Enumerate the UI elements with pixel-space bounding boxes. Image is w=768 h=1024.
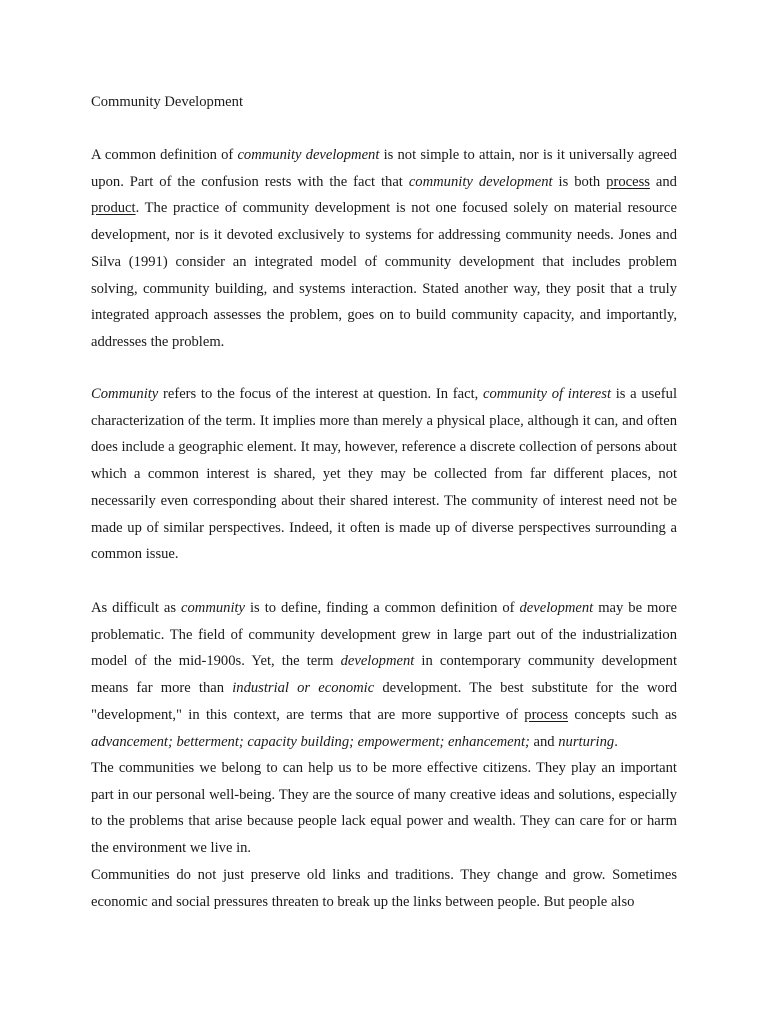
- text-run: .: [614, 733, 618, 750]
- text-run: As difficult as: [91, 600, 181, 616]
- italic-phrase: advancement; betterment; capacity building; empowerment; enhancement;: [91, 733, 530, 750]
- paragraph-intro: [91, 142, 677, 356]
- text-run: may be more problematic. The field of community development grew in large part out of the industrialization model of the mid-1900s. Yet, the term: [91, 600, 677, 670]
- paragraph-belong: [91, 755, 677, 862]
- text-run: is both: [552, 173, 607, 190]
- document-title: Community Development: [91, 94, 244, 110]
- italic-phrase: community development: [408, 173, 553, 190]
- italic-phrase: nurturing: [558, 733, 615, 750]
- italic-phrase: development: [519, 600, 594, 616]
- text-run: is not simple to attain, nor is it universally agreed upon. Part of the confusion rests with the fact that: [91, 147, 677, 190]
- italic-phrase: development: [340, 653, 415, 670]
- text-run: is to define, finding a common definition of: [245, 600, 520, 616]
- text-run: . The practice of community development is not one focused solely on material resource development, nor is it devoted exclusively to systems for addressing community needs. Jones and Silva (1991) consider an integrated model of community development that includes problem solving, community building, and systems interaction. Stated another way, they posit that a truly integrated approach assesses the problem, goes on to build community capacity, and importantly, addresses the problem.: [91, 200, 677, 350]
- paragraph-preserve: [91, 862, 677, 1024]
- text-run: concepts such as: [568, 706, 677, 723]
- italic-phrase: industrial or economic: [232, 680, 375, 697]
- underlined-term: process: [606, 173, 650, 190]
- italic-phrase: Community: [91, 386, 159, 402]
- text-run: is a useful characterization of the term. It implies more than merely a physical place, although it can, and often does include a geographic element. It may, however, reference a discrete collection of persons about which a common interest is shared, yet they may be collected from far different places, not necessarily even corresponding about their shared interest. The community of interest need not be made up of similar perspectives. Indeed, it often is made up of diverse perspectives surrounding a common issue.: [91, 386, 677, 563]
- underlined-term: product: [91, 200, 136, 217]
- text-run: A common definition of: [91, 147, 238, 163]
- text-run: and: [529, 733, 559, 750]
- text-run: The communities we belong to can help us to be more effective citizens. They play an important part in our personal well-being. They are the source of many creative ideas and solutions, especially to the problems that arise because people lack equal power and wealth. They can care for or harm the environment we live in.: [91, 760, 677, 857]
- paragraph-development: [91, 595, 677, 755]
- italic-phrase: community development: [237, 147, 380, 163]
- italic-phrase: community of interest: [482, 386, 612, 402]
- text-run: in contemporary community development means far more than: [91, 653, 677, 697]
- paragraph-community: [91, 381, 677, 568]
- text-run: Communities do not just preserve old links and traditions. They change and grow. Sometimes economic and social pressures threaten to break up the links between people. But people also: [91, 867, 677, 910]
- underlined-term: process: [524, 706, 569, 723]
- text-run: and: [649, 173, 677, 190]
- text-run: refers to the focus of the interest at question. In fact,: [158, 386, 483, 402]
- text-run: development. The best substitute for the word "development," in this context, are terms that are more supportive of: [91, 680, 678, 723]
- italic-phrase: community: [181, 600, 246, 616]
